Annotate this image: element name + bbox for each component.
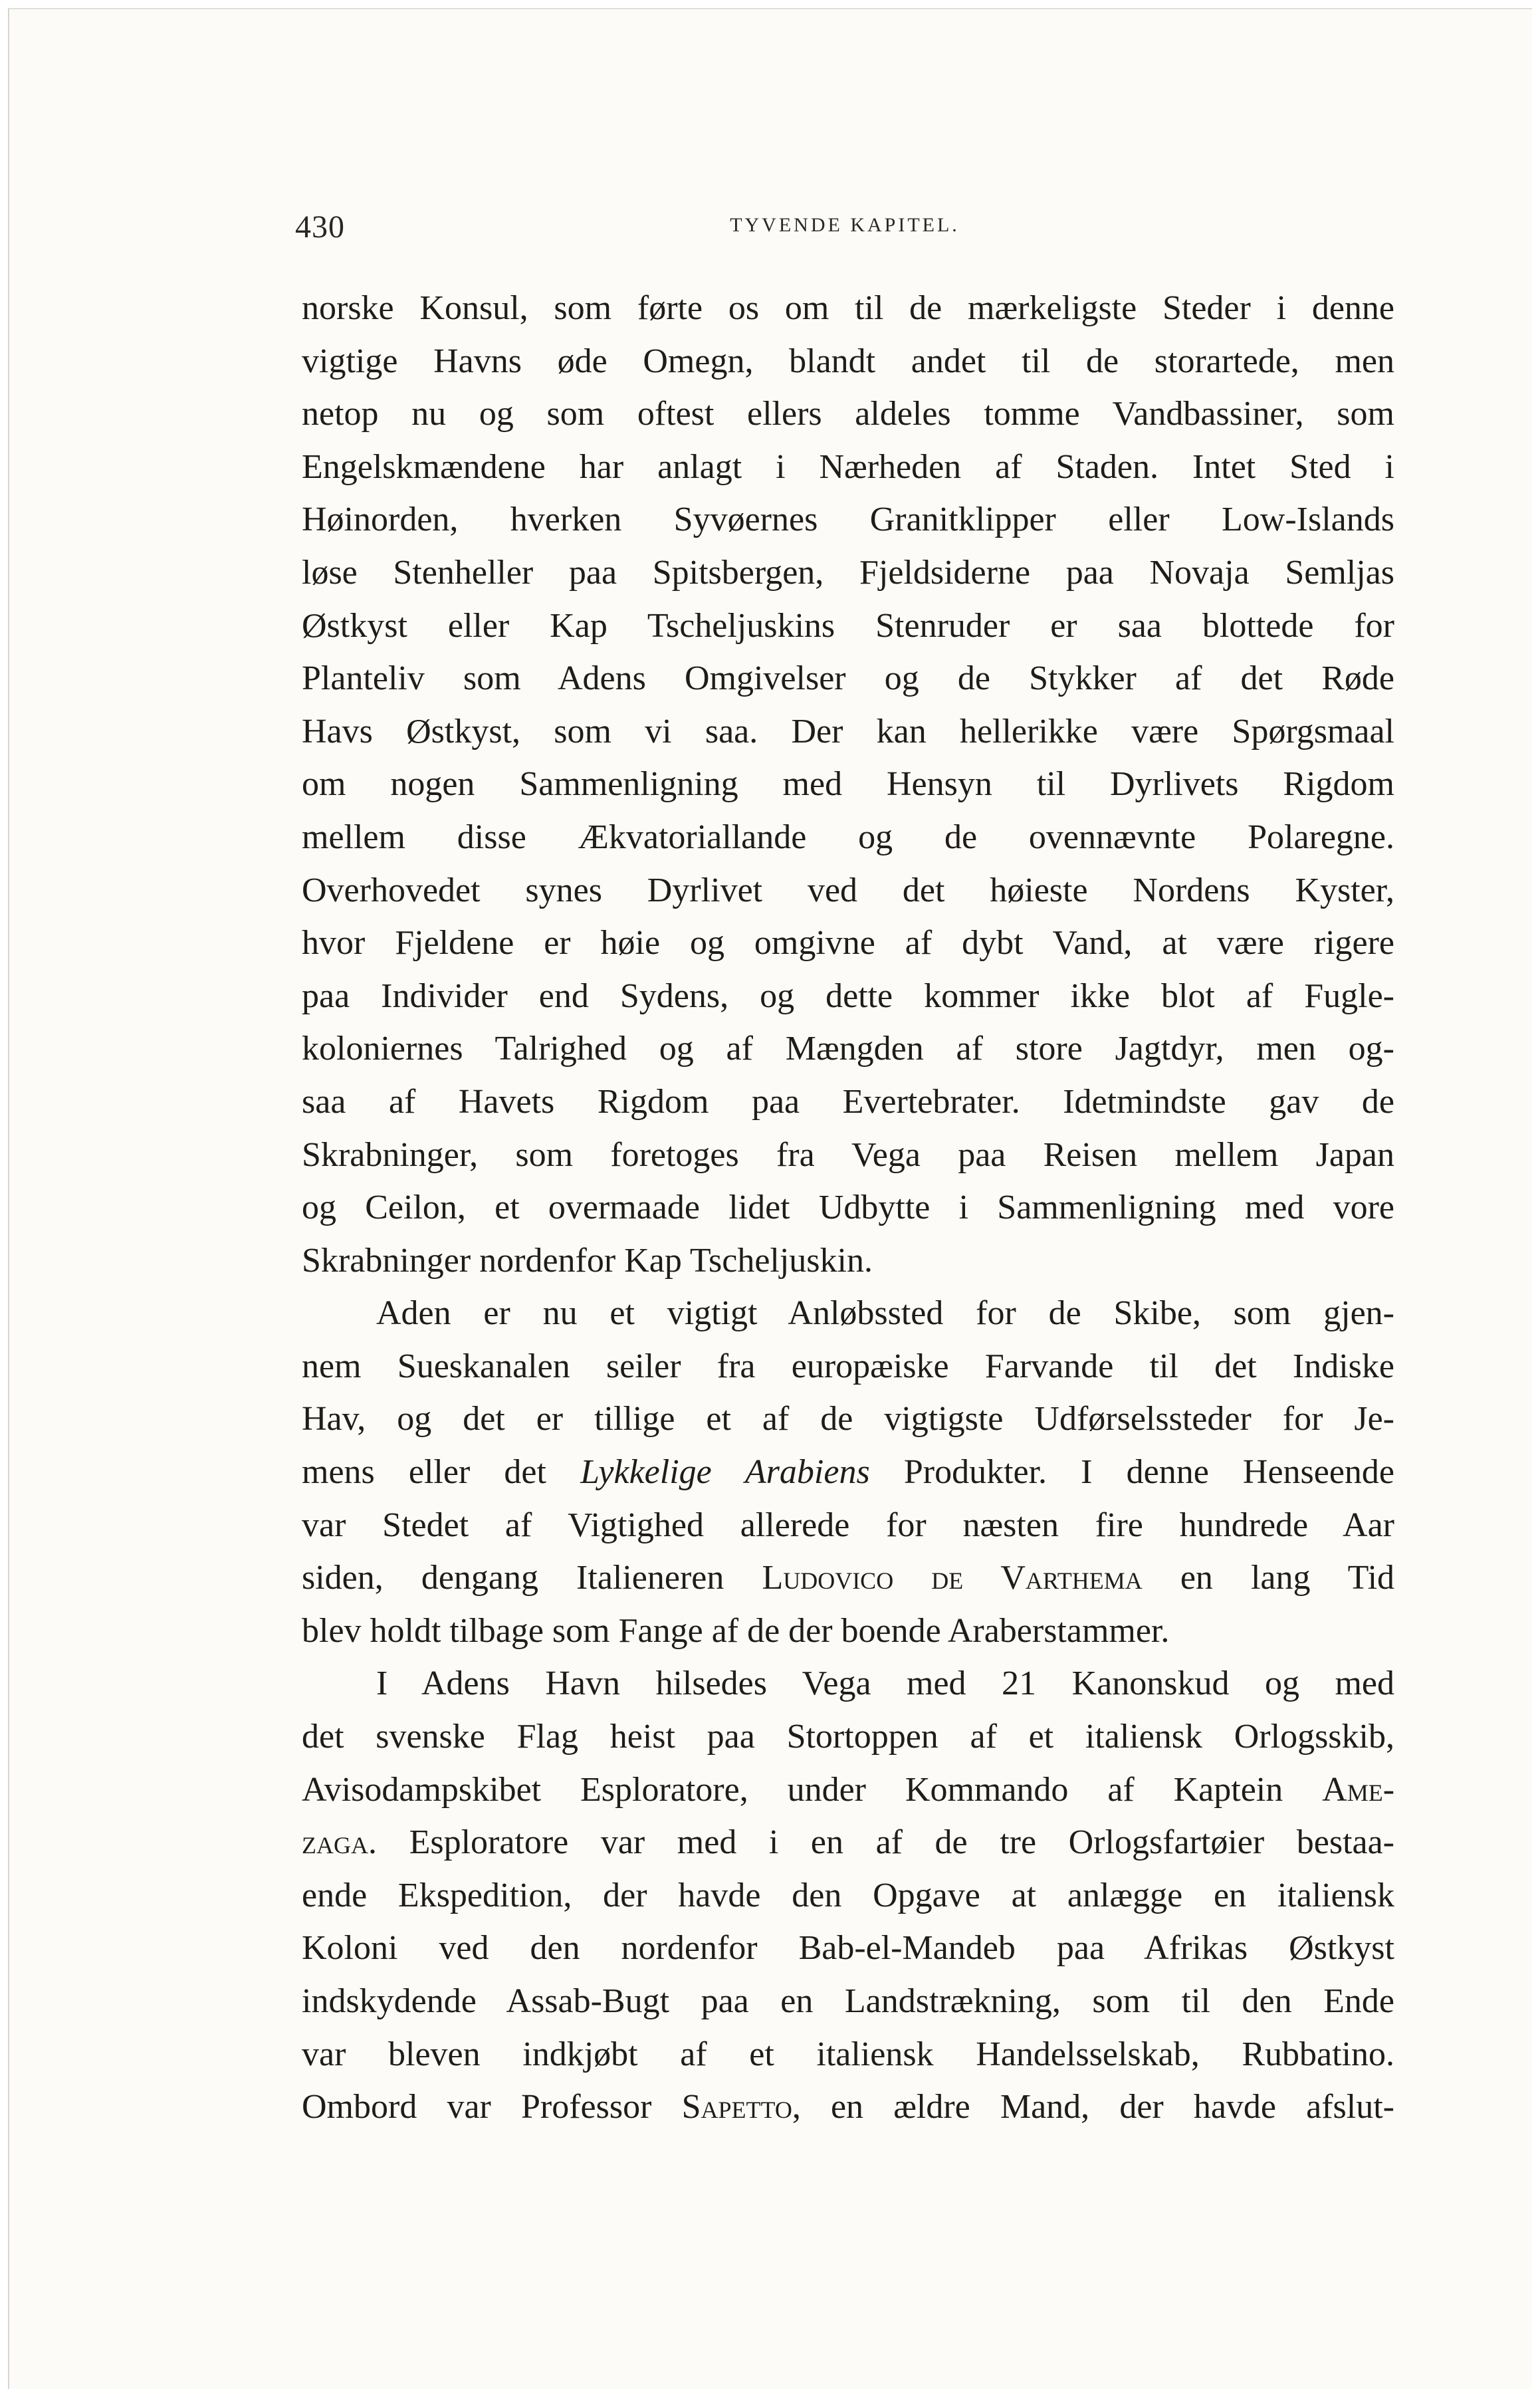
text-line: Havs Østkyst, som vi saa. Der kan hellerikke være Spørgsmaal: [302, 712, 1394, 750]
text-line: Engelskmændene har anlagt i Nærheden af Staden. Intet Sted i: [302, 447, 1394, 486]
text-line: mellem disse Ækvatoriallande og de ovennævnte Polaregne.: [302, 818, 1394, 856]
name-smallcaps: Ludovico de Varthema: [762, 1559, 1143, 1597]
text-line: saa af Havets Rigdom paa Evertebrater. Idetmindste gav de: [302, 1082, 1394, 1121]
text-line: Planteliv som Adens Omgivelser og de Stykker af det Røde: [302, 659, 1394, 698]
text-line: var bleven indkjøbt af et italiensk Handelsselskab, Rubbatino.: [302, 2035, 1394, 2073]
text-line: [302, 1764, 1394, 1817]
text-line: Østkyst eller Kap Tscheljuskins Stenruder er saa blottede for: [302, 606, 1394, 645]
text-line: Skrabninger, som foretoges fra Vega paa Reisen mellem Japan: [302, 1135, 1394, 1174]
text-segment: Ombord var Professor: [302, 2088, 652, 2126]
text-line: Høinorden, hverken Syvøernes Granitklipper eller Low-Islands: [302, 501, 1394, 539]
text-segment: Esploratore var med i en af de tre Orlogsfartøier bestaa-: [409, 1823, 1394, 1862]
text-line: I Adens Havn hilsedes Vega med 21 Kanonskud og med: [376, 1664, 1394, 1703]
body-text: [302, 282, 1394, 2134]
text-line: paa Individer end Sydens, og dette kommer ikke blot af Fugle-: [302, 976, 1394, 1015]
text-line: nem Sueskanalen seiler fra europæiske Farvande til det Indiske: [302, 1347, 1394, 1385]
name-smallcaps: Ame-: [1322, 1770, 1395, 1809]
text-line: Aden er nu et vigtigt Anløbssted for de Skibe, som gjen-: [376, 1294, 1394, 1333]
text-line: Hav, og det er tillige et af de vigtigste Udførselssteder for Je-: [302, 1400, 1394, 1438]
text-line: og Ceilon, et overmaade lidet Udbytte i Sammenligning med vore: [302, 1189, 1394, 1227]
page-number: 430: [295, 209, 345, 245]
name-smallcaps: zaga.: [302, 1823, 377, 1862]
text-line: ende Ekspedition, der havde den Opgave at anlægge en italiensk: [302, 1876, 1394, 1914]
text-line: norske Konsul, som førte os om til de mærkeligste Steder i denne: [302, 289, 1394, 327]
running-title: TYVENDE KAPITEL.: [730, 214, 960, 236]
text-line: var Stedet af Vigtighed allerede for næsten fire hundrede Aar: [302, 1506, 1394, 1544]
text-line: vigtige Havns øde Omegn, blandt andet til de storartede, men: [302, 342, 1394, 380]
text-line: [302, 1446, 1394, 1499]
text-line: om nogen Sammenligning med Hensyn til Dyrlivets Rigdom: [302, 765, 1394, 804]
text-segment: mens eller det: [302, 1453, 546, 1492]
name-smallcaps: Sapetto: [681, 2088, 792, 2126]
text-line: [302, 1816, 1394, 1869]
text-line: Overhovedet synes Dyrlivet ved det høieste Nordens Kyster,: [302, 871, 1394, 909]
text-line: hvor Fjeldene er høie og omgivne af dybt Vand, at være rigere: [302, 924, 1394, 963]
text-segment: siden, dengang Italieneren: [302, 1559, 724, 1597]
text-line: Koloni ved den nordenfor Bab-el-Mandeb paa Afrikas Østkyst: [302, 1929, 1394, 1968]
page-header: [295, 209, 1394, 249]
text-line: netop nu og som oftest ellers aldeles tomme Vandbassiner, som: [302, 395, 1394, 433]
text-segment: , en ældre Mand, der havde afslut-: [792, 2088, 1394, 2126]
text-line: det svenske Flag heist paa Stortoppen af et italiensk Orlogsskib,: [302, 1718, 1394, 1756]
text-line: [302, 1551, 1394, 1605]
text-segment: en lang Tid: [1180, 1559, 1395, 1597]
text-line: [302, 2081, 1394, 2134]
text-line: løse Stenheller paa Spitsbergen, Fjeldsiderne paa Novaja Semljas: [302, 553, 1394, 592]
text-line: blev holdt tilbage som Fange af de der boende Araberstammer.: [302, 1611, 1170, 1650]
text-line: koloniernes Talrighed og af Mængden af store Jagtdyr, men og-: [302, 1030, 1394, 1068]
text-line: Skrabninger nordenfor Kap Tscheljuskin.: [302, 1241, 873, 1280]
text-segment: Produkter. I denne Henseende: [903, 1453, 1395, 1492]
text-line: indskydende Assab-Bugt paa en Landstrækning, som til den Ende: [302, 1982, 1394, 2020]
italic-phrase: Lykkelige Arabiens: [580, 1453, 870, 1492]
text-segment: Avisodampskibet Esploratore, under Kommando af Kaptein: [302, 1770, 1283, 1809]
book-page: [8, 8, 1532, 2389]
